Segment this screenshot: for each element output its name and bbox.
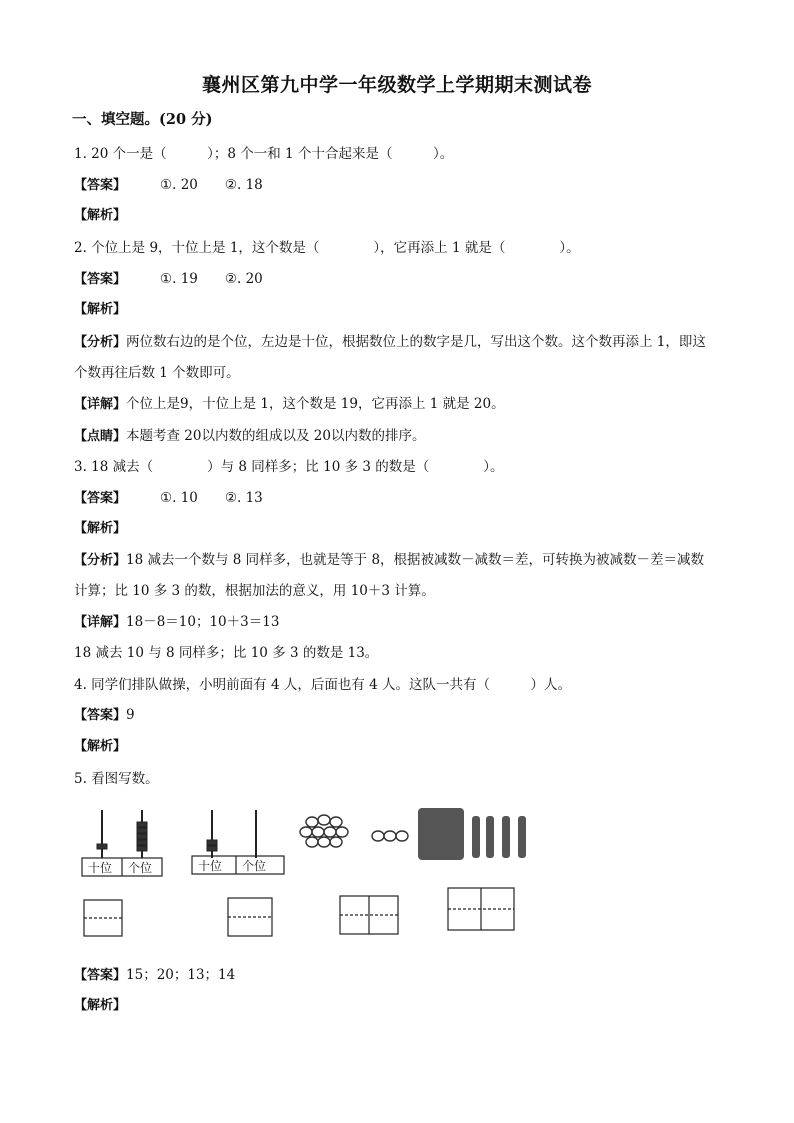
point-tag: 【点睛】 bbox=[74, 429, 127, 444]
question-3-answer-row bbox=[74, 486, 263, 506]
question-2-stem: 2. 个位上是 9，十位上是 1，这个数是（ ），它再添上 1 就是（ ）。 bbox=[74, 240, 580, 256]
detail-tag: 【详解】 bbox=[74, 397, 127, 412]
question-2-point: 【点睛】本题考查 20以内数的组成以及 20以内数的排序。 bbox=[74, 428, 426, 444]
abacus-1-ones-label: 个位 bbox=[128, 861, 153, 875]
question-3-conclusion: 18 减去 10 与 8 同样多；比 10 多 3 的数是 13。 bbox=[74, 645, 379, 661]
answer-tag: 【答案】 bbox=[74, 272, 127, 287]
abacus-1-tens-label: 十位 bbox=[88, 861, 113, 875]
question-5-stem: 5. 看图写数。 bbox=[74, 771, 159, 787]
question-5-answer-row bbox=[74, 963, 235, 983]
question-2-fenxi-line-2: 个数再往后数 1 个数即可。 bbox=[74, 365, 240, 381]
answer-tag: 【答案】 bbox=[74, 491, 127, 506]
fenxi-tag: 【分析】 bbox=[74, 335, 127, 350]
question-3-stem: 3. 18 减去（ ）与 8 同样多；比 10 多 3 的数是（ ）。 bbox=[74, 459, 504, 475]
question-5-answer: 15；20；13；14 bbox=[126, 967, 236, 983]
question-2-fenxi-line-1: 【分析】两位数右边的是个位，左边是十位，根据数位上的数字是几，写出这个数。这个数再添上 1，即这 bbox=[74, 334, 706, 350]
question-1-analysis-tag: 【解析】 bbox=[74, 208, 127, 223]
page-title: 襄州区第九中学一年级数学上学期期末测试卷 bbox=[201, 74, 592, 96]
question-2-answer: ①. 19 ②. 20 bbox=[160, 271, 263, 287]
question-3-analysis-tag: 【解析】 bbox=[74, 521, 127, 536]
question-4-answer: 9 bbox=[126, 707, 135, 723]
answer-tag: 【答案】 bbox=[74, 178, 127, 193]
question-3-fenxi-line-2: 计算；比 10 多 3 的数，根据加法的意义，用 10＋3 计算。 bbox=[74, 583, 435, 599]
question-3-fenxi-line-1: 【分析】18 减去一个数与 8 同样多，也就是等于 8，根据被减数－减数＝差，可转换为被减数－差＝减数 bbox=[74, 552, 705, 568]
abacus-2-ones-label: 个位 bbox=[242, 859, 267, 873]
section-heading-fill-in: 一、填空题。(20 分) bbox=[72, 111, 213, 128]
answer-tag: 【答案】 bbox=[74, 968, 127, 983]
abacus-2-tens-label: 十位 bbox=[198, 859, 223, 873]
fenxi-tag: 【分析】 bbox=[74, 553, 127, 568]
question-4-stem: 4. 同学们排队做操，小明前面有 4 人，后面也有 4 人。这队一共有（ ）人。 bbox=[74, 677, 572, 693]
question-1-answer-row bbox=[74, 173, 263, 193]
answer-tag: 【答案】 bbox=[74, 708, 127, 723]
question-2-detail: 【详解】个位上是9，十位上是 1，这个数是 19，它再添上 1 就是 20。 bbox=[74, 396, 505, 412]
detail-tag: 【详解】 bbox=[74, 615, 127, 630]
question-5-analysis-tag: 【解析】 bbox=[74, 998, 127, 1013]
answer-boxes bbox=[84, 888, 514, 936]
question-3-answer: ①. 10 ②. 13 bbox=[160, 490, 263, 506]
question-1-answer: ①. 20 ②. 18 bbox=[160, 177, 263, 193]
stick-bundle bbox=[418, 808, 526, 860]
question-3-detail: 【详解】18－8＝10；10＋3＝13 bbox=[74, 614, 280, 630]
question-4-analysis-tag: 【解析】 bbox=[74, 739, 127, 754]
counting-figure bbox=[80, 800, 550, 948]
question-1-stem: 1. 20 个一是（ ）；8 个一和 1 个十合起来是（ ）。 bbox=[74, 146, 454, 162]
question-2-answer-row bbox=[74, 267, 263, 287]
question-4-answer-row bbox=[74, 704, 135, 723]
question-2-analysis-tag: 【解析】 bbox=[74, 302, 127, 317]
circle-counters bbox=[300, 815, 408, 847]
